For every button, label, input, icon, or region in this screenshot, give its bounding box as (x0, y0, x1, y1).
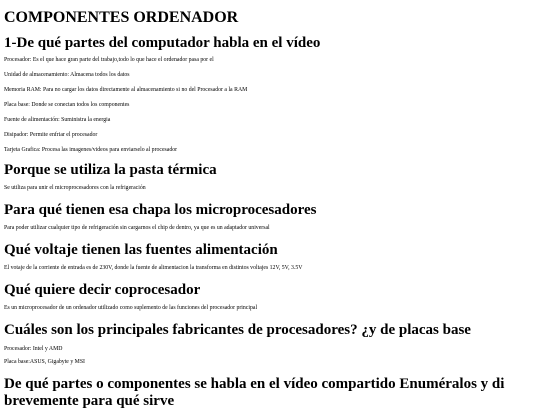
section-heading: Qué voltaje tienen las fuentes alimentación (4, 242, 278, 258)
section-heading: Para qué tienen esa chapa los microprocesadores (4, 202, 317, 218)
paragraph-line: Procesador: Intel y AMD (4, 346, 63, 352)
section-coprocessor (4, 282, 536, 312)
section-heading: De qué partes o componentes se habla en el vídeo compartido Enuméralos y di brevemente para qué sirve (4, 376, 505, 409)
paragraph-line: Se utiliza para unir el microprocesadores con la refrigeración (4, 185, 146, 191)
paragraph-line: Disipador: Permite enfriar el procesador (4, 132, 98, 138)
paragraph-line: Placa base:ASUS, Gigabyte y MSI (4, 359, 85, 365)
document-page (4, 0, 536, 410)
paragraph-line: Memoria RAM: Para no cargar los datos directamente al almacenamiento si no del Procesador a la RAM (4, 87, 248, 93)
section-heading: 1-De qué partes del computador habla en el vídeo (4, 35, 321, 51)
paragraph-line: Es un microprocesador de un ordenador utilizado como suplemento de las funciones del procesador principal (4, 305, 258, 311)
section-computer-parts (4, 35, 536, 154)
paragraph-line: Tarjeta Grafica: Procesa las imagenes/videos para enviarselo al procesador (4, 147, 178, 153)
section-thermal-paste (4, 162, 536, 192)
section-heading: Porque se utiliza la pasta térmica (4, 162, 217, 178)
paragraph-line: Procesador: Es el que hace gran parte del trabajo,todo lo que hace el ordenador pasa por el (4, 57, 214, 63)
paragraph-line: Fuente de alimentación: Suministra la energia (4, 117, 111, 123)
section-ihs-plate (4, 202, 536, 232)
section-heading: Cuáles son los principales fabricantes de procesadores? ¿y de placas base (4, 322, 471, 338)
section-psu-voltage (4, 242, 536, 272)
paragraph-line: El votaje de la corriente de entrada es de 230V, donde la fuente de alimentacion la transforma en distintos voltajes 12V, 5V, 3.5V (4, 265, 303, 271)
section-manufacturers (4, 322, 536, 366)
paragraph-line: Para poder utilizar cualquier tipo de refrigeración sin cargarnos el chip de dentro, ya que es un adaptador universal (4, 225, 270, 231)
document-title: COMPONENTES ORDENADOR (4, 9, 239, 26)
paragraph-line: Unidad de almacenamiento: Almacena todos los datos (4, 72, 130, 78)
paragraph-line: Placa base: Donde se conectan todos los componentes (4, 102, 130, 108)
section-heading: Qué quiere decir coprocesador (4, 282, 201, 298)
